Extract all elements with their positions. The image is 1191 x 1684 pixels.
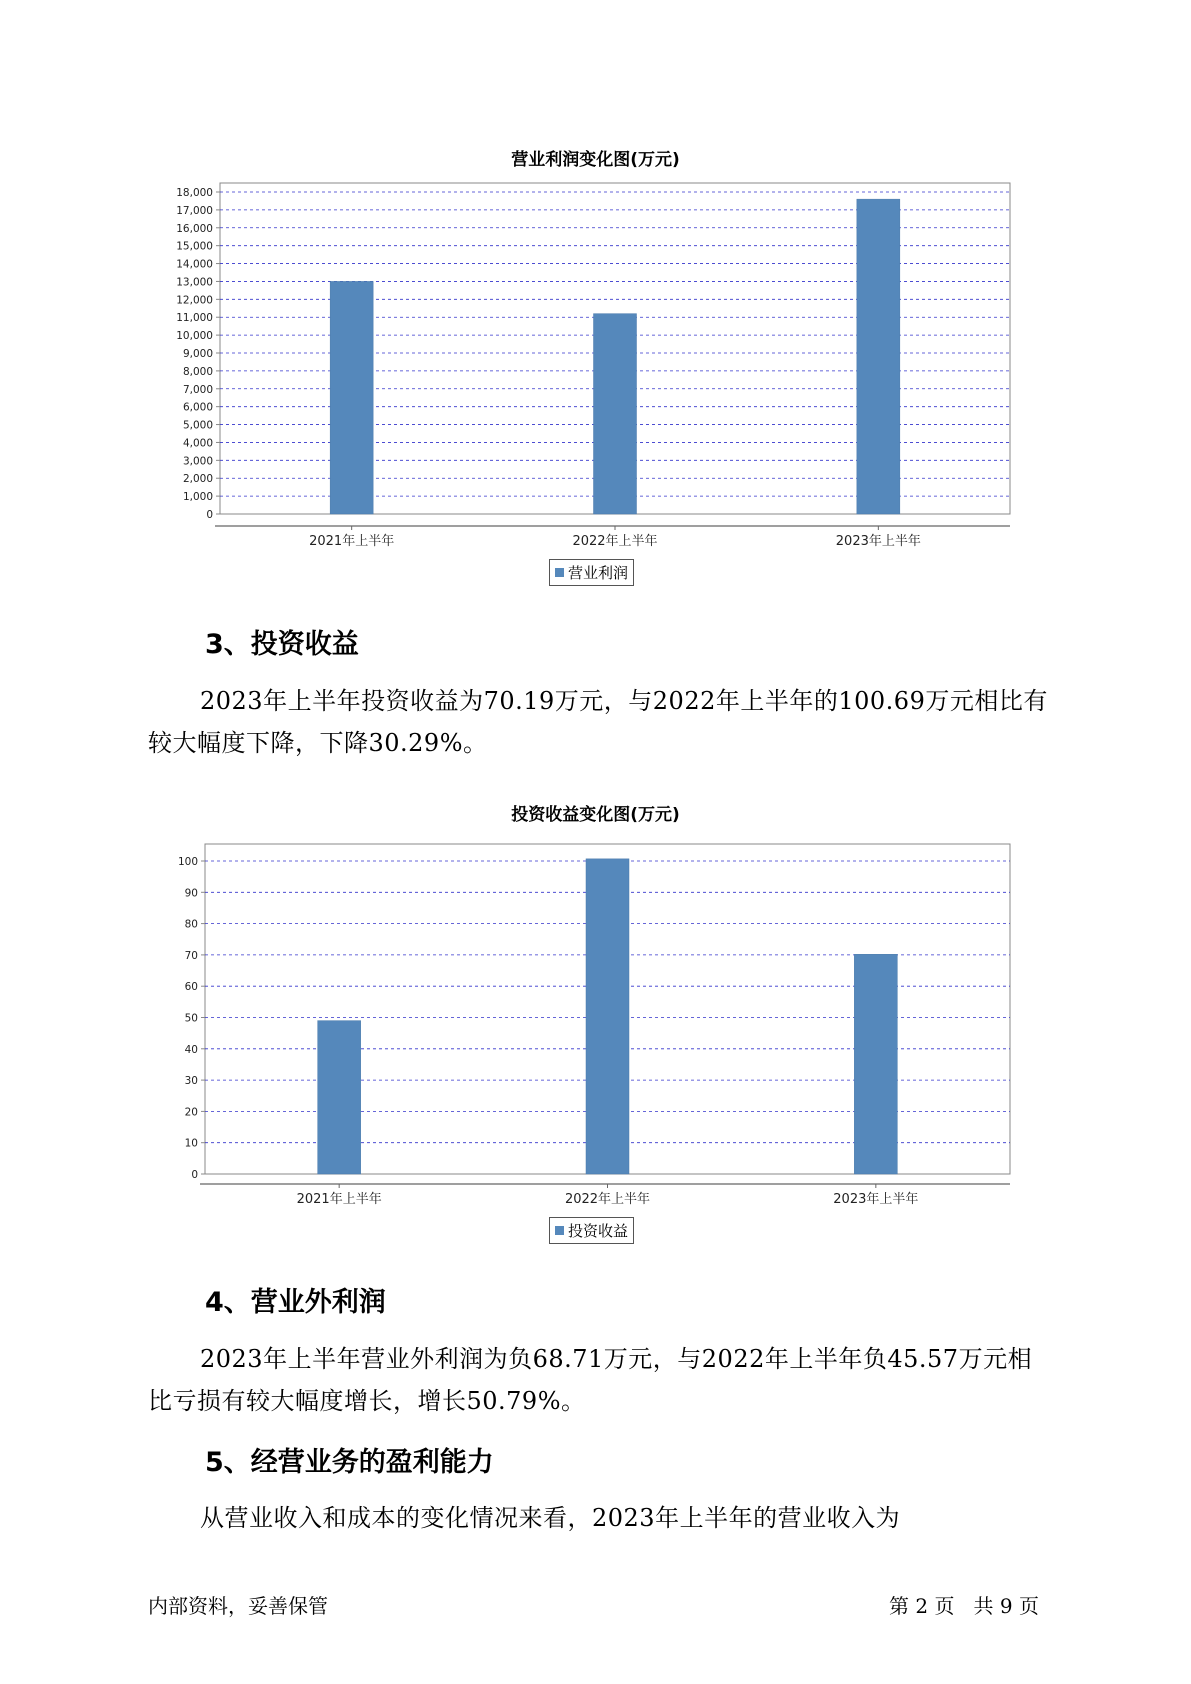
- section-3-paragraph: 2023年上半年投资收益为70.19万元，与2022年上半年的100.69万元相比有较大幅度下降，下降30.29%。: [148, 687, 1048, 757]
- chart2-title: 投资收益变化图(万元): [511, 805, 680, 825]
- chart2-legend: [549, 1217, 634, 1244]
- chart2-legend-label: 投资收益: [568, 1222, 629, 1240]
- y-tick-label: 60: [184, 981, 198, 994]
- section-4-paragraph: 2023年上半年营业外利润为负68.71万元，与2022年上半年负45.57万元相比亏损有较大幅度增长，增长50.79%。: [148, 1345, 1033, 1415]
- y-tick-label: 14,000: [176, 258, 213, 271]
- section-4-heading: 4、营业外利润: [205, 1287, 386, 1318]
- y-tick-label: 17,000: [176, 204, 213, 217]
- x-tick-label: 2021年上半年: [309, 534, 395, 549]
- y-tick-label: 9,000: [182, 348, 213, 360]
- chart1-title: 营业利润变化图(万元): [511, 150, 680, 170]
- y-tick-label: 6,000: [182, 401, 213, 414]
- x-tick-label: 2023年上半年: [833, 1192, 919, 1207]
- section-3-heading: 3、投资收益: [205, 629, 359, 660]
- section-5-paragraph: 从营业收入和成本的变化情况来看，2023年上半年的营业收入为: [200, 1504, 901, 1532]
- footer-page-number: 第 2 页 共 9 页: [889, 1594, 1039, 1618]
- y-tick-label: 13,000: [176, 276, 213, 289]
- y-tick-label: 70: [184, 949, 198, 962]
- y-tick-label: 16,000: [176, 222, 213, 235]
- x-tick-label: 2022年上半年: [572, 534, 658, 549]
- y-tick-label: 20: [184, 1106, 198, 1119]
- bar: [854, 954, 897, 1174]
- y-tick-label: 4,000: [182, 437, 213, 450]
- section-5-heading: 5、经营业务的盈利能力: [205, 1447, 494, 1478]
- x-tick-label: 2021年上半年: [296, 1192, 382, 1207]
- legend-swatch-icon: [555, 1226, 564, 1235]
- y-tick-label: 10: [184, 1137, 198, 1150]
- y-tick-label: 18,000: [176, 187, 213, 199]
- y-tick-label: 5,000: [182, 419, 213, 432]
- y-tick-label: 11,000: [176, 312, 213, 325]
- footer-confidential-note: 内部资料，妥善保管: [148, 1594, 328, 1618]
- x-tick-label: 2022年上半年: [564, 1192, 651, 1207]
- y-tick-label: 7,000: [182, 383, 213, 396]
- y-tick-label: 0: [206, 509, 213, 521]
- y-tick-label: 2,000: [182, 473, 213, 486]
- y-tick-label: 0: [191, 1169, 198, 1181]
- y-tick-label: 80: [184, 918, 198, 931]
- y-tick-label: 3,000: [182, 455, 213, 468]
- bar: [586, 859, 629, 1174]
- chart1-legend-label: 营业利润: [568, 564, 629, 582]
- y-tick-label: 90: [184, 887, 198, 900]
- x-tick-label: 2023年上半年: [835, 534, 921, 549]
- y-tick-label: 1,000: [182, 491, 213, 504]
- y-tick-label: 8,000: [182, 365, 213, 378]
- y-tick-label: 30: [184, 1075, 198, 1088]
- y-tick-label: 10,000: [176, 330, 213, 343]
- y-tick-label: 15,000: [176, 240, 213, 253]
- y-tick-label: 40: [184, 1043, 198, 1056]
- y-tick-label: 50: [184, 1012, 198, 1025]
- y-tick-label: 100: [177, 856, 198, 868]
- bar: [318, 1021, 361, 1174]
- y-tick-label: 12,000: [176, 294, 213, 307]
